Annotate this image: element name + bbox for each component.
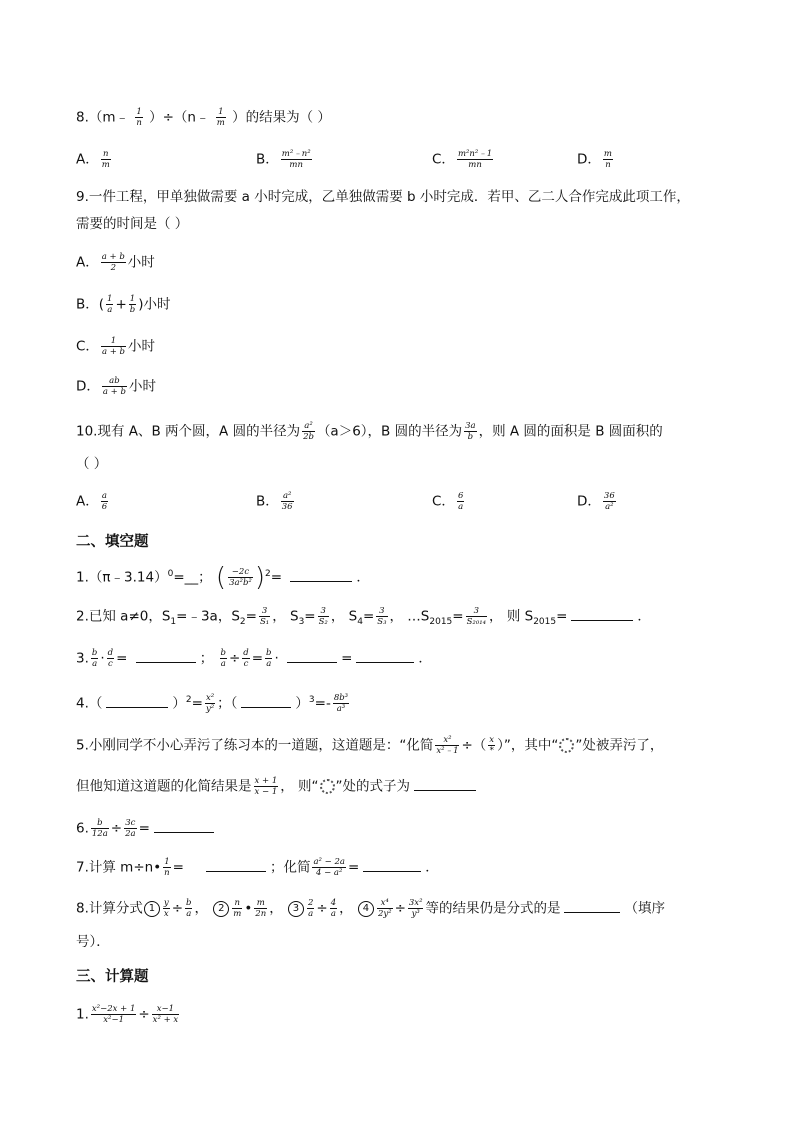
fill-4: 4.（ ）$^2$= $\frac{\text{x²}}{\text{y²}}$ ；（ ）$^3$=- $\frac{\text{8b³}}{\text{a³}}$ [76, 693, 349, 714]
question-10-line-1: 10.现有 A、B 两个圆，A 圆的半径为 $\frac{\text{a²}}{2b}$ （a＞6），B 圆的半径为 $\frac{3a}{b}$ ，则 A 圆的面积是 B 圆面积的 [76, 421, 663, 442]
fill-8-answer-blank[interactable] [564, 900, 620, 913]
fill-5-line-2: 但他知道这道题的化简结果是 $\frac{x + 1}{x - 1}$ ， 则“ ”处的式子为 [76, 776, 480, 797]
q8-option-c: C． $\frac{\text{m²n²﹣1}}{mn}$ [432, 149, 493, 170]
circled-number-4: 4 [358, 901, 374, 917]
fill-5-answer-blank[interactable] [414, 778, 476, 791]
q8-option-d: D． $\frac{m}{n}$ [577, 149, 612, 170]
q10-option-d: D． $\frac{36}{\text{a²}}$ [577, 491, 615, 512]
q9-option-c: C． $\frac{1}{a + b}$ 小时 [76, 336, 155, 357]
q10-option-b: B． $\frac{\text{a²}}{36}$ [256, 491, 293, 512]
smudge-icon [320, 779, 335, 794]
fill-1: 1.（π﹣3.14）$^0$=__； ( $\frac{-2c}{\text{3a²b²}}$ )$^2$= ． [76, 562, 370, 593]
fill-6-answer-blank[interactable] [154, 820, 214, 833]
question-8: 8.（m﹣ $\frac{1}{n}$ ）÷（n﹣ $\frac{1}{m}$ ）的结果为（ ） [76, 107, 331, 128]
section-3-title: 三、计算题 [76, 969, 149, 985]
section-2-title: 二、填空题 [76, 534, 149, 550]
fill-4-blank-1[interactable] [106, 695, 168, 708]
q10-option-a: A． $\frac{a}{6}$ [76, 491, 108, 512]
q8-stem: 8.（m﹣ [76, 109, 130, 126]
q8-fraction-2: $\frac{1}{m}$ [216, 107, 225, 128]
circled-number-3: 3 [288, 901, 304, 917]
question-9-line-1: 9.一件工程，甲单独做需要 a 小时完成，乙单独做需要 b 小时完成．若甲、乙二人合作完成此项工作， [76, 189, 690, 205]
q9-option-d: D． $\frac{ab}{a + b}$ 小时 [76, 376, 156, 397]
fill-2: 2.已知 a≠0，$S_1=﹣3a$，$S_2=$ $\frac{3}{\text{S₁}}$ ， $S_3=$ $\frac{3}{\text{S₂}}$ ， $S_4=$ $\frac{3}{\text{S₃}}$ ， $\dots S_{2015}=$ $\frac{3}{\text{S₂₀₁₄}}$ ， 则 $S_{2015}=$ ． [76, 606, 651, 628]
circled-number-2: 2 [213, 901, 229, 917]
smudge-icon [559, 738, 574, 753]
fill-8-line-1: 8.计算分式 1 $\frac{y}{x}$ ÷ $\frac{b}{a}$ ， 2 $\frac{n}{m}$ • $\frac{m}{2n}$ ， 3 $\frac{2}{a}$ ÷ $\frac{4}{a}$ ， 4 $\frac{\text{x⁴}}{\text{2y²}}$ ÷ $\frac{\text{3x²}}{\text{y³}}$ 等的结果仍是分式的是 （填序 [76, 898, 665, 919]
fill-3-blank-2[interactable] [287, 650, 337, 663]
fill-7: 7.计算 m÷n• $\frac{1}{n}$ = ；化简 $\frac{\text{a² − 2a}}{\text{4 − a²}}$ = ． [76, 857, 439, 878]
calc-1: 1. $\frac{\text{x²−2x + 1}}{\text{x²−1}}$ ÷ $\frac{x-1}{\text{x² + x}}$ [76, 1004, 179, 1025]
q10-option-c: C． $\frac{6}{a}$ [432, 491, 464, 512]
fill-6: 6. $\frac{b}{12a}$ ÷ $\frac{3c}{2a}$ = [76, 818, 218, 839]
q8-fraction-1: $\frac{1}{n}$ [136, 107, 142, 128]
fill-3-blank-3[interactable] [356, 650, 414, 663]
fill-3-blank-1[interactable] [136, 650, 196, 663]
fill-8-line-2: 号）． [76, 934, 110, 950]
fill-3: 3. $\frac{b}{a}$ · $\frac{d}{c}$ = ； $\frac{b}{a}$ ÷ $\frac{d}{c}$ = $\frac{b}{a}$ · = ． [76, 648, 432, 669]
fill-5-line-1: 5.小刚同学不小心弄污了练习本的一道题，这道题是：“化简 $\frac{\text{x²}}{\text{x²﹣1}}$ ÷（ $\frac{x}{*}$ ）”，其中“ ”处被弄污了， [76, 735, 664, 756]
fill-2-answer-blank[interactable] [571, 608, 633, 621]
q9-option-b: B．( $\frac{1}{a}$ + $\frac{1}{b}$ )小时 [76, 294, 171, 315]
fill-7-blank-1[interactable] [206, 859, 266, 872]
fill-7-blank-2[interactable] [363, 859, 421, 872]
q9-option-a: A． $\frac{a + b}{2}$ 小时 [76, 252, 155, 273]
question-9-line-2: 需要的时间是（ ） [76, 216, 189, 232]
q8-option-a: A． $\frac{n}{m}$ [76, 149, 110, 170]
question-10-line-2: （ ） [76, 456, 108, 472]
fill-4-blank-2[interactable] [241, 695, 291, 708]
fill-1-answer-blank[interactable] [290, 569, 352, 582]
circled-number-1: 1 [144, 901, 160, 917]
q8-option-b: B． $\frac{\text{m²﹣n²}}{mn}$ [256, 149, 311, 170]
